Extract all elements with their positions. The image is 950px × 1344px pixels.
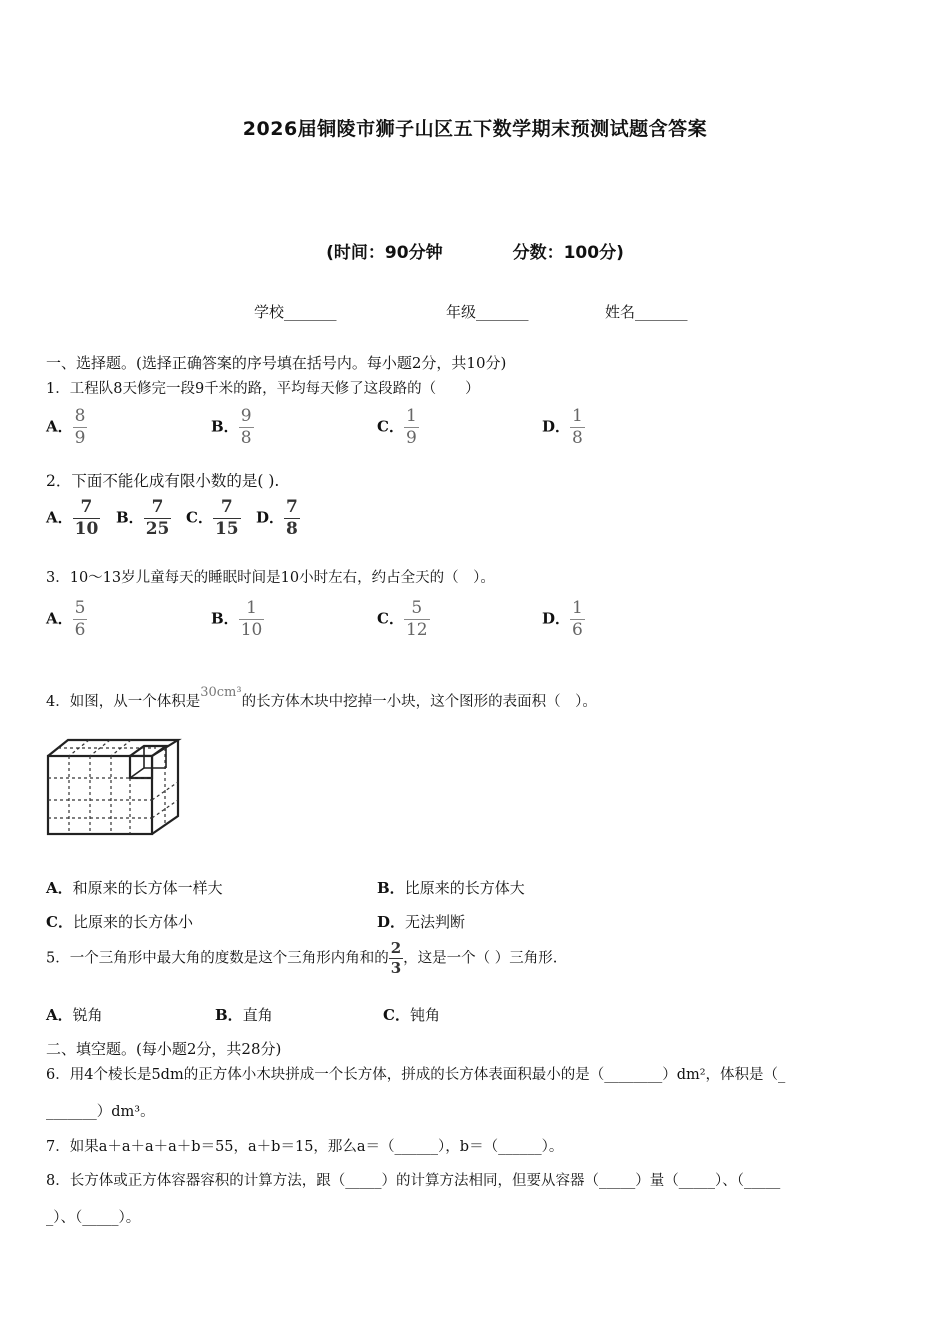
- question-7: 7．如果a＋a＋a＋a＋b＝55，a＋b＝15，那么a＝（______），b＝（______）。: [46, 1139, 564, 1155]
- fraction: $\frac{1}{8}$: [572, 406, 583, 448]
- question-8-line-1: 8．长方体或正方体容器容积的计算方法，跟（_____）的计算方法相同，但要从容器（_____）量（_____）、（_____: [46, 1173, 781, 1189]
- section-1-heading: 一、选择题。(选择正确答案的序号填在括号内。每小题2分，共10分): [46, 354, 507, 372]
- name-field: 姓名_______: [605, 303, 688, 321]
- page-title: 2026届铜陵市狮子山区五下数学期末预测试题含答案: [242, 118, 708, 140]
- question-3: 3．10～13岁儿童每天的睡眠时间是10小时左右，约占全天的（ ）。: [46, 570, 495, 586]
- question-4: 4．如图，从一个体积是30cm³的长方体木块中挖掉一小块，这个图形的表面积（ ）。: [46, 685, 597, 710]
- q1-option-b[interactable]: B． $\frac{9}{8}$: [211, 406, 252, 448]
- q1-option-a[interactable]: A． $\frac{8}{9}$: [46, 406, 86, 448]
- total-score: 分数：100分): [512, 243, 624, 263]
- q3-option-b[interactable]: B． $\frac{1}{10}$: [211, 598, 263, 640]
- fraction: $\frac{7}{8}$: [286, 497, 298, 539]
- cuboid-figure: [44, 736, 184, 840]
- q3-option-c[interactable]: C． $\frac{5}{12}$: [377, 598, 428, 640]
- q5-option-a[interactable]: A．锐角: [46, 1006, 103, 1024]
- fraction: $\frac{7}{10}$: [74, 497, 99, 539]
- school-field: 学校_______: [254, 303, 337, 321]
- fraction: $\frac{5}{6}$: [74, 598, 86, 640]
- question-6-line-2: _______）dm³。: [46, 1104, 155, 1120]
- question-2: 2．下面不能化成有限小数的是( ).: [46, 472, 280, 490]
- question-5: 5．一个三角形中最大角的度数是这个三角形内角和的 $\frac{2}{3}$ ，这是一个（ ）三角形.: [46, 939, 558, 977]
- q4-option-a[interactable]: A．和原来的长方体一样大: [46, 879, 223, 897]
- q1-option-c[interactable]: C． $\frac{1}{9}$: [377, 406, 417, 448]
- q3-option-d[interactable]: D． $\frac{1}{6}$: [542, 598, 583, 640]
- q4-option-d[interactable]: D．无法判断: [377, 913, 466, 931]
- q2-option-b[interactable]: B． $\frac{7}{25}$: [116, 497, 170, 539]
- q1-option-d[interactable]: D． $\frac{1}{8}$: [542, 406, 583, 448]
- time-limit: (时间：90分钟: [326, 243, 443, 263]
- q5-option-c[interactable]: C．钝角: [383, 1006, 440, 1024]
- fraction: $\frac{1}{9}$: [405, 406, 417, 448]
- question-8-line-2: _）、（_____）。: [46, 1210, 141, 1226]
- fraction: $\frac{5}{12}$: [405, 598, 428, 640]
- question-1: 1．工程队8天修完一段9千米的路，平均每天修了这段路的（ ）: [46, 381, 480, 397]
- fraction: $\frac{1}{6}$: [572, 598, 583, 640]
- q4-option-b[interactable]: B．比原来的长方体大: [377, 879, 525, 897]
- q2-option-c[interactable]: C． $\frac{7}{15}$: [186, 497, 239, 539]
- section-2-heading: 二、填空题。(每小题2分，共28分): [46, 1040, 282, 1058]
- fraction: $\frac{7}{15}$: [214, 497, 239, 539]
- q4-option-c[interactable]: C．比原来的长方体小: [46, 913, 193, 931]
- volume-value: 30cm³: [200, 685, 242, 700]
- question-6-line-1: 6．用4个棱长是5dm的正方体小木块拼成一个长方体，拼成的长方体表面积最小的是（________）dm²，体积是（_: [46, 1067, 786, 1083]
- fraction: $\frac{2}{3}$: [390, 939, 402, 977]
- grade-field: 年级_______: [446, 303, 529, 321]
- fraction: $\frac{7}{25}$: [145, 497, 170, 539]
- q3-option-a[interactable]: A． $\frac{5}{6}$: [46, 598, 86, 640]
- q5-option-b[interactable]: B．直角: [215, 1006, 273, 1024]
- q2-option-a[interactable]: A． $\frac{7}{10}$: [46, 497, 99, 539]
- fraction: $\frac{8}{9}$: [74, 406, 86, 448]
- exam-meta: [0, 238, 950, 263]
- fraction: $\frac{9}{8}$: [240, 406, 252, 448]
- fraction: $\frac{1}{10}$: [240, 598, 263, 640]
- q2-option-d[interactable]: D． $\frac{7}{8}$: [256, 497, 298, 539]
